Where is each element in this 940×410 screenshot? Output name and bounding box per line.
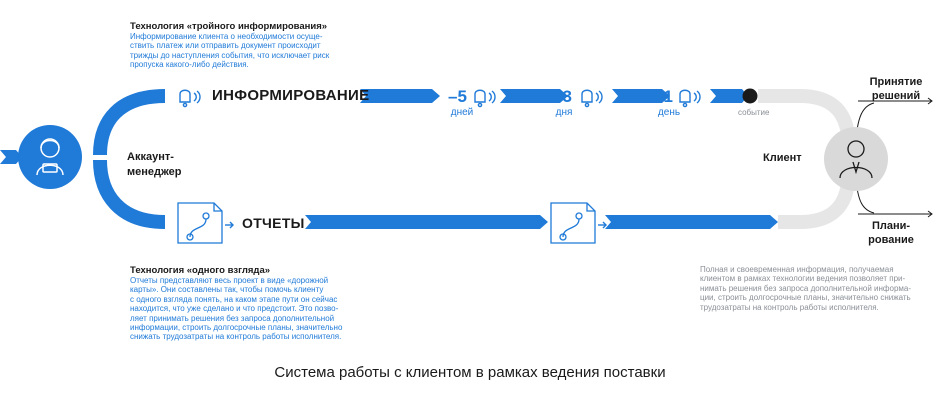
bell-icon — [680, 90, 700, 106]
upper-track-segment — [710, 89, 748, 103]
step-number: –3 — [553, 87, 572, 106]
single-view-text: Отчеты представляют весь проект в виде «дорожной карты». Они составлены так, чтобы помочь клиенту с одного взгляда понять, на каком этапе пути он сейчас находится, что уже сделано и что предстоит. Это позво- ляет принимать решения без запроса дополнительной информации, строить долгосрочные планы, значительно снижать трудозатраты на контроль работы исполнителя. — [130, 276, 343, 342]
reports-label: ОТЧЕТЫ — [242, 215, 305, 231]
client-label: Клиент — [763, 152, 802, 164]
lower-track-segment — [305, 215, 548, 229]
step-unit: дня — [555, 107, 573, 118]
client-avatar-circle — [824, 127, 888, 191]
roadmap-document-icon — [551, 203, 595, 243]
upper-track-segment — [360, 89, 440, 103]
step-unit: день — [657, 107, 681, 118]
diagram-caption: Система работы с клиентом в рамках ведения поставки — [274, 364, 666, 381]
bell-icon — [582, 90, 602, 106]
event-dot — [743, 89, 758, 104]
client-note: Полная и своевременная информация, получаемая клиентом в рамках технологии ведения позволяет при- нимать решения без запроса дополнительной информа- ции, строить долгосрочные планы, значительно снижать трудозатраты на контроль работы исполнителя. — [700, 265, 912, 312]
step-unit: дней — [450, 107, 474, 118]
outcome-top-label: Принятие решений — [869, 76, 923, 102]
outcome-bottom-label: Плани- рование — [868, 220, 914, 246]
manager-label: Аккаунт- менеджер — [127, 151, 182, 178]
triple-info-title: Технология «тройного информирования» — [130, 21, 328, 32]
event-label: событие — [738, 108, 770, 117]
single-view-title: Технология «одного взгляда» — [130, 265, 271, 276]
bell-icon — [475, 90, 495, 106]
step-number: –5 — [448, 87, 467, 106]
informing-label: ИНФОРМИРОВАНИЕ — [212, 87, 370, 104]
gray-lower-track — [778, 183, 848, 222]
lower-track-segment — [605, 215, 778, 229]
bell-icon — [180, 90, 200, 106]
gray-upper-track — [758, 96, 848, 135]
fork-upper-curve — [100, 96, 165, 155]
roadmap-document-icon — [178, 203, 222, 243]
step-number: –1 — [654, 87, 673, 106]
triple-info-text: Информирование клиента о необходимости осуще- ствить платеж или отправить документ происходит трижды до наступления события, что исключает риск пропуска какого-либо действия. — [130, 32, 330, 70]
